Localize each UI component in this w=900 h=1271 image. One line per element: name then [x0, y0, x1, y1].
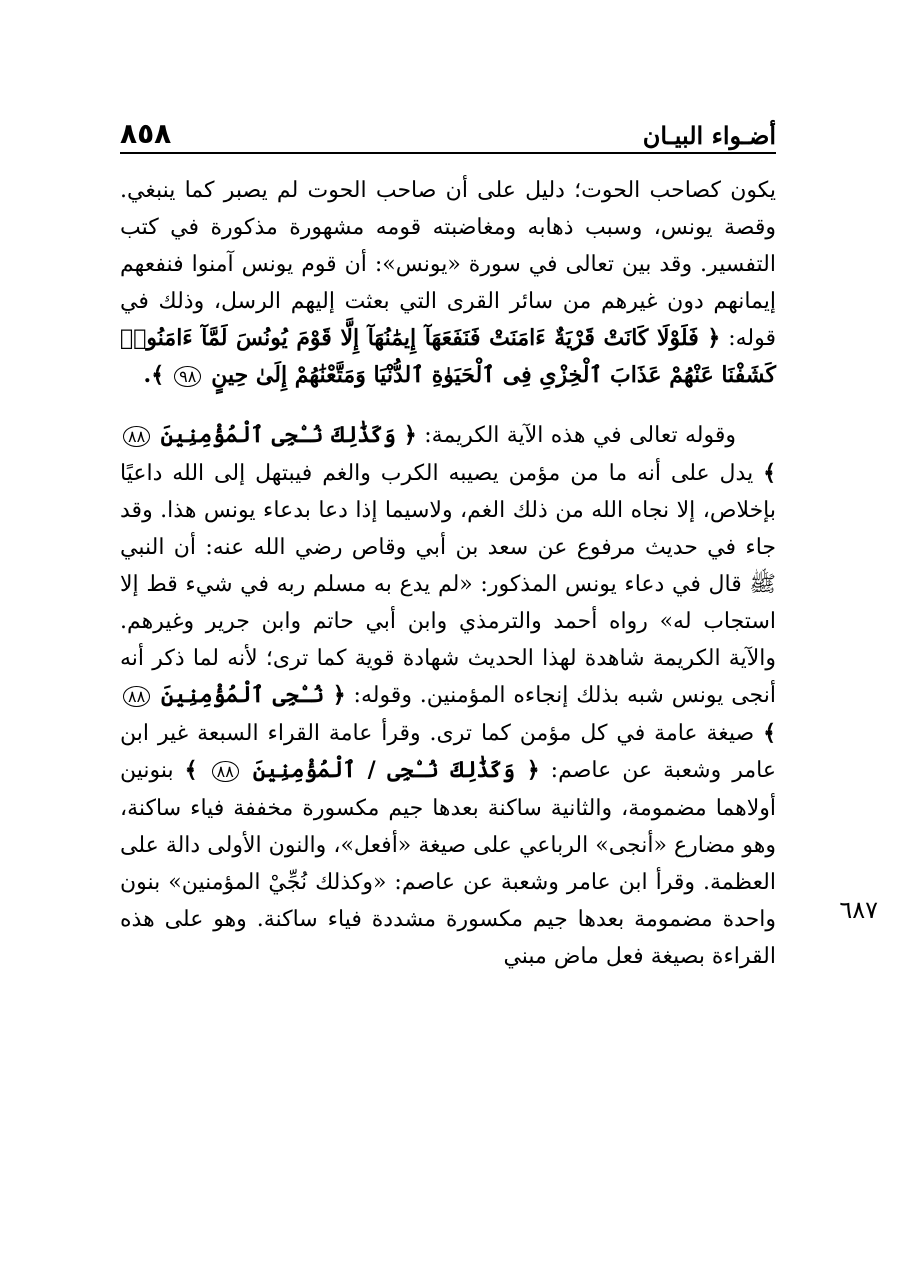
ayah-number: ٨٨	[123, 686, 150, 707]
quran-verse-end: ﴾.	[143, 362, 165, 388]
ayah-number: ٨٨	[123, 426, 150, 447]
body-text	[120, 172, 776, 975]
paragraph-2	[120, 417, 776, 975]
quran-verse: ﴿ وَكَذَٰلِكَ نُـۨجِى ٱلْمُؤْمِنِينَ	[160, 422, 417, 448]
paragraph-1-text: يكون كصاحب الحوت؛ دليل على أن صاحب الحوت لم يصبر كما ينبغي. وقصة يونس، وسبب ذهابه ومغاضبته قومه مشهورة مذكورة في كتب التفسير. وقد بين تعالى في سورة «يونس»: أن قوم يونس آمنوا فنفعهم إيمانهم دون غيرهم من سائر القرى التي بعثت إليهم الرسل، وذلك في قوله:	[120, 178, 776, 351]
quran-verse-end: ﴾	[184, 757, 198, 783]
ayah-number: ٨٨	[212, 761, 239, 782]
header-rule	[120, 152, 776, 154]
quran-verse: ﴿ نُـۨجِى ٱلْمُؤْمِنِينَ	[161, 682, 346, 708]
page-header	[120, 114, 776, 150]
ayah-number: ٩٨	[174, 366, 201, 387]
quran-verse-end: ﴾	[763, 720, 777, 746]
page-number: ٨٥٨	[120, 117, 172, 150]
paragraph-1	[120, 172, 776, 395]
original-page-marker: ٦٨٧	[839, 896, 878, 924]
quran-verse-end: ﴾	[763, 460, 776, 486]
paragraph-2-text-1: وقوله تعالى في هذه الآية الكريمة:	[424, 423, 736, 448]
paragraph-2-text-2: يدل على أنه ما من مؤمن يصيبه الكرب والغم فيبتهل إلى الله داعيًا بإخلاص، إلا نجاه الله من ذلك الغم، ولاسيما إذا دعا بدعاء يونس هذا. وقد جاء في حديث مرفوع عن سعد بن أبي وقاص رضي الله عنه: أن النبي ﷺ قال في دعاء يونس المذكور: «لم يدع به مسلم ربه في شيء قط إلا استجاب له» رواه أحمد والترمذي وابن أبي حاتم وابن جرير وغيرهم. والآية الكريمة شاهدة لهذا الحديث شهادة قوية كما ترى؛ لأنه لما ذكر أنه أنجى يونس شبه بذلك إنجاءه المؤمنين. وقوله:	[120, 461, 776, 708]
quran-verse: ﴿ وَكَذَٰلِكَ نُـۨجِى / ٱلْمُؤْمِنِينَ	[252, 757, 540, 783]
running-title: أضـواء البيـان	[642, 121, 776, 150]
quran-verse: ﴿ فَلَوْلَا كَانَتْ قَرْيَةٌ ءَامَنَتْ فَنَفَعَهَآ إِيمَٰنُهَآ إِلَّا قَوْمَ يُونُسَ لَمَّآ ءَامَنُوا۟ كَشَفْنَا عَنْهُمْ عَذَابَ ٱلْخِزْىِ فِى ٱلْحَيَوٰةِ ٱلدُّنْيَا وَمَتَّعْنَٰهُمْ إِلَىٰ حِينٍ	[120, 325, 776, 388]
paragraph-2-text-4: بنونين أولاهما مضمومة، والثانية ساكنة بعدها جيم مكسورة مخففة فياء ساكنة، وهو مضارع «أنجى» الرباعي على صيغة «أفعل»، والنون الأولى دالة على العظمة. وقرأ ابن عامر وشعبة عن عاصم: «وكذلك نُجِّيْ المؤمنين» بنون واحدة مضمومة بعدها جيم مكسورة مشددة فياء ساكنة. وهو على هذه القراءة بصيغة فعل ماض مبني	[120, 758, 776, 969]
paragraph-2-text-3: صيغة عامة في كل مؤمن كما ترى. وقرأ عامة القراء السبعة غير ابن عامر وشعبة عن عاصم:	[120, 721, 777, 783]
